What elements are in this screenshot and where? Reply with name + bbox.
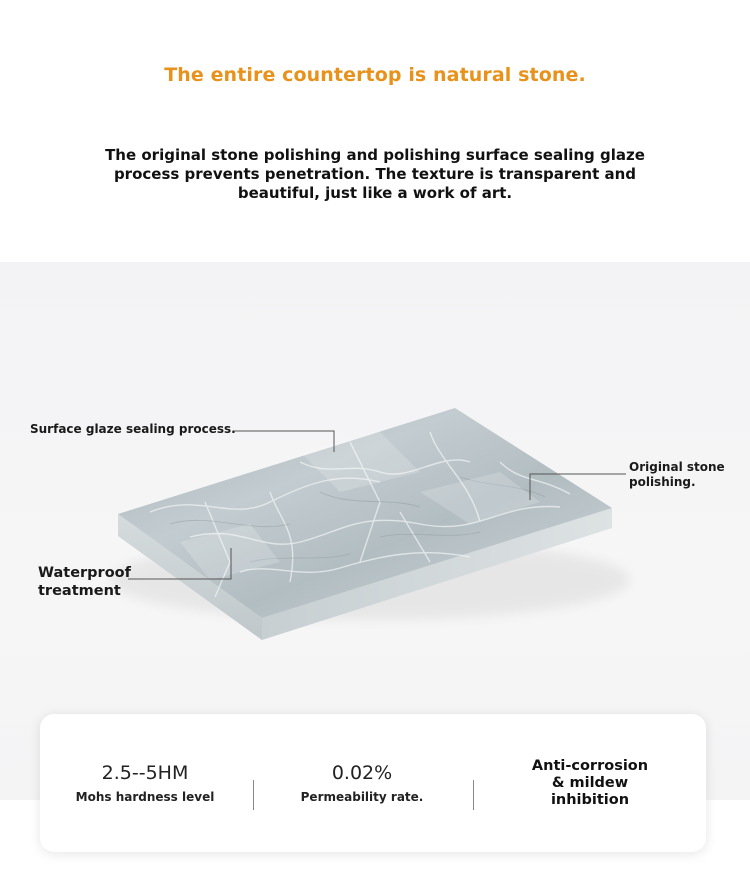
stat-anticorrosion-label: Anti-corrosion & mildew inhibition — [531, 757, 649, 808]
stat-hardness — [40, 714, 250, 852]
stat-anticorrosion — [474, 714, 706, 852]
callout-waterproof: Waterproof treatment — [38, 565, 131, 599]
intro-text: The original stone polishing and polishing surface sealing glaze process prevents penetration. The texture is transparent and beautiful, just like a work of art. — [105, 146, 645, 202]
stats-card — [40, 714, 706, 852]
stat-permeability — [252, 714, 472, 852]
callout-surface-glaze: Surface glaze sealing process. — [30, 422, 236, 436]
stat-hardness-value: 2.5--5HM — [101, 762, 189, 784]
stat-permeability-value: 0.02% — [331, 762, 393, 784]
stat-hardness-label: Mohs hardness level — [75, 790, 215, 804]
callout-original-stone: Original stone polishing. — [629, 460, 725, 489]
stat-permeability-label: Permeability rate. — [300, 790, 424, 804]
headline: The entire countertop is natural stone. — [164, 64, 586, 86]
